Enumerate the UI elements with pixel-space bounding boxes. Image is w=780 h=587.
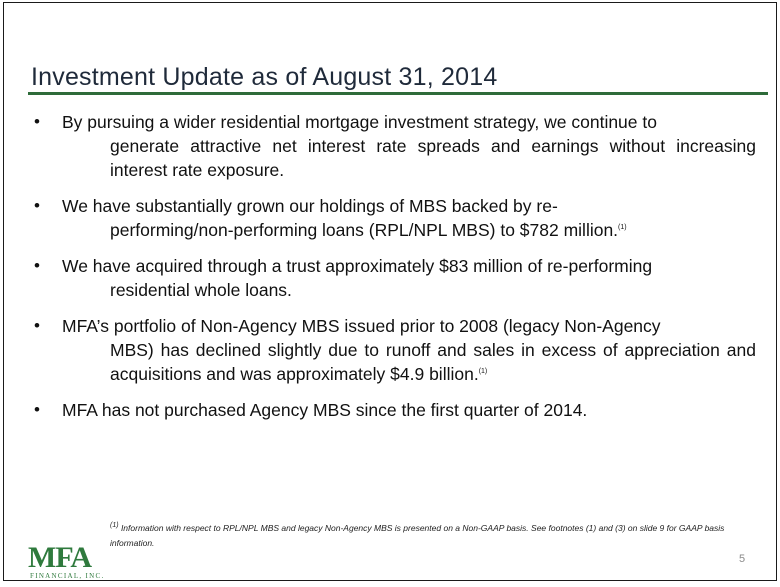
bullet-text-continuation: residential whole loans. (110, 280, 292, 300)
bullet-item (34, 398, 756, 422)
footnote-text: Information with respect to RPL/NPL MBS and legacy Non-Agency MBS is presented on a Non-GAAP basis. See footnotes (1) and (3) on slide 9 for GAAP basis information. (110, 523, 725, 548)
bullet-text-continuation: MBS) has declined slightly due to runoff and sales in excess of appreciation and acquisitions and was approximately $4.9 billion. (110, 340, 756, 384)
bullet-item (34, 110, 756, 182)
footnote-mark: (1) (110, 522, 119, 530)
bullet-dot-icon: • (34, 316, 40, 335)
bullet-dot-icon: • (34, 196, 40, 215)
slide (3, 2, 777, 581)
bullet-dot-icon: • (34, 256, 40, 275)
bullet-dot-icon: • (34, 112, 40, 131)
logo-subtitle: FINANCIAL, INC. (30, 572, 105, 580)
bullet-list (34, 110, 756, 434)
bullet-text-first-line: MFA’s portfolio of Non-Agency MBS issued prior to 2008 (legacy Non-Agency (62, 316, 661, 336)
footnote-marker: (1) (478, 368, 488, 376)
logo-wordmark: MFA (28, 541, 92, 574)
bullet-item (34, 194, 756, 242)
slide-title: Investment Update as of August 31, 2014 (31, 63, 498, 91)
bullet-text-first-line: We have acquired through a trust approximately $83 million of re-performing (62, 256, 653, 276)
footnote-marker: (1) (618, 224, 627, 232)
slide-footnote (110, 521, 760, 551)
title-underline (28, 92, 768, 95)
bullet-text-first-line: By pursuing a wider residential mortgage investment strategy, we continue to (62, 112, 657, 132)
bullet-text-first-line: We have substantially grown our holdings of MBS backed by re- (62, 196, 558, 216)
bullet-item (34, 254, 756, 302)
bullet-text-continuation: performing/non-performing loans (RPL/NPL MBS) to $782 million. (110, 220, 619, 240)
bullet-item (34, 314, 756, 386)
page-number: 5 (739, 553, 746, 565)
bullet-text-first-line: MFA has not purchased Agency MBS since the first quarter of 2014. (62, 400, 588, 420)
bullet-text-continuation: generate attractive net interest rate spreads and earnings without increasing interest rate exposure. (110, 136, 756, 180)
mfa-logo (28, 543, 110, 579)
bullet-dot-icon: • (34, 400, 40, 419)
